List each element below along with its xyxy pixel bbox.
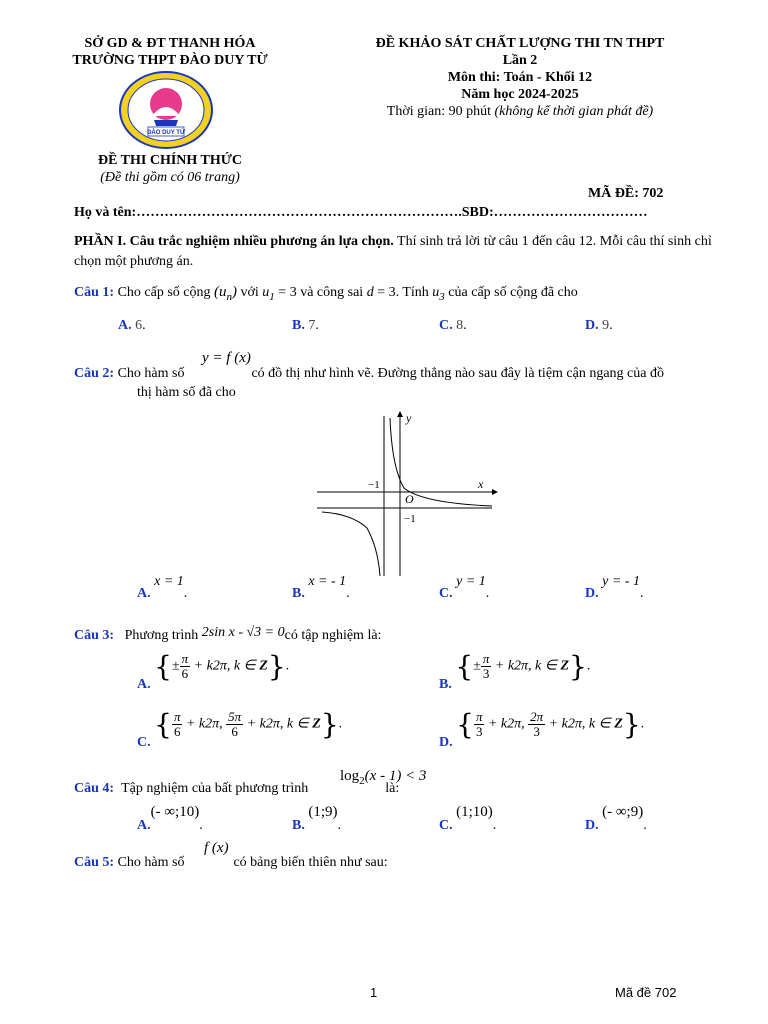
- d-var: d: [366, 285, 374, 300]
- seq-open: (u: [214, 284, 227, 300]
- q4-option-a-label: A.: [137, 818, 151, 833]
- question-1: [74, 284, 578, 303]
- q3-equation: 2sin x - √3 = 0: [201, 625, 285, 640]
- official-exam-block: [40, 152, 300, 186]
- q3c-lbrace: {: [154, 708, 172, 741]
- page-count-note: (Đề thi gồm có 06 trang): [100, 170, 240, 185]
- question-1-text-c: và công sai: [300, 285, 367, 300]
- question-3-text-b: có tập nghiệm là:: [284, 628, 382, 643]
- q2-function-graph: [312, 408, 498, 583]
- q3b-fraction: [481, 652, 492, 681]
- u3-expression: [432, 285, 445, 303]
- graph-x-label: x: [478, 477, 484, 491]
- graph-x-tick: −1: [368, 479, 380, 491]
- exam-subject: Môn thi: Toán - Khối 12: [447, 70, 593, 85]
- q2-option-d-label: D.: [585, 586, 599, 601]
- q2-option-c-label: C.: [439, 586, 453, 601]
- q3c-fraction-2: [226, 710, 243, 739]
- u3-var: u: [432, 285, 440, 300]
- d-expression: [367, 285, 396, 300]
- q4-log-base: 2: [359, 775, 365, 787]
- q1-option-c-value: 8: [456, 318, 464, 333]
- question-2-text-a: Cho hàm số: [117, 366, 188, 381]
- q4-option-c-value: (1;10): [456, 804, 493, 820]
- official-title: ĐỀ THI CHÍNH THỨC: [97, 153, 243, 168]
- question-3-label: Câu 3:: [74, 628, 115, 643]
- part1-heading: [74, 232, 734, 272]
- graph-left-branch: [322, 512, 380, 576]
- exam-round: Lần 2: [502, 53, 538, 68]
- q4-ineq-rest: (x - 1) < 3: [364, 768, 427, 784]
- q2-option-c-value: y = 1: [456, 574, 486, 589]
- q3d-fraction-1: [474, 710, 485, 739]
- q2-option-d[interactable]: D. y = - 1.: [585, 574, 644, 601]
- q3a-pm: ±: [171, 658, 180, 674]
- q1-option-b[interactable]: B. 7.: [292, 318, 319, 333]
- question-4-text-b: là:: [385, 781, 400, 796]
- q3b-pm: ±: [473, 658, 481, 674]
- question-2-text-b: có đồ thị như hình vẽ. Đường thẳng nào sau đây là tiệm cận ngang của đồ: [251, 366, 664, 381]
- q3b-num: π: [482, 651, 490, 666]
- question-5: [74, 855, 388, 871]
- question-5-label: Câu 5:: [74, 855, 115, 870]
- q3-option-b-label: B.: [439, 676, 452, 692]
- q1-option-b-value: 7: [308, 318, 316, 333]
- q1-option-d[interactable]: D. 9.: [585, 318, 613, 333]
- question-2-text-c: thị hàm số đã cho: [137, 385, 236, 400]
- question-1-text-a: Cho cấp số cộng: [117, 285, 214, 300]
- q3c-tail: + k2π, k ∈: [243, 716, 313, 732]
- q3-option-a[interactable]: A. {± $\frac{\pi}{6}$ + k2π, k ∈ Z}.: [137, 650, 290, 692]
- q3-option-d[interactable]: D. { $\frac{\pi}{3}$ + k2π, $\frac{2\pi}{3}$ + k2π, k ∈ Z}.: [439, 708, 645, 750]
- q2-option-d-value: y = - 1: [602, 574, 640, 589]
- u1-value: = 3: [274, 285, 297, 300]
- q2-option-b-value: x = - 1: [308, 574, 347, 589]
- question-2-label: Câu 2:: [74, 366, 115, 381]
- question-5-text-b: có bảng biến thiên như sau:: [233, 855, 388, 870]
- q4-log: log: [340, 768, 360, 784]
- q3c-fraction-1: [172, 710, 183, 739]
- q3-option-a-label: A.: [137, 676, 151, 692]
- question-1-text-d: . Tính: [395, 285, 433, 300]
- q2-option-a-label: A.: [137, 586, 151, 601]
- page-number: 1: [370, 985, 378, 1000]
- q3c-mid: + k2π,: [182, 716, 227, 732]
- name-sbd-line: Họ và tên:…………………………………………………………….SBD:……………………………: [74, 205, 648, 220]
- q3a-rbrace: }: [267, 650, 286, 683]
- footer-exam-code: Mã đề 702: [615, 985, 677, 1000]
- question-5-text-a: Cho hàm số: [117, 855, 188, 870]
- question-1-text-b: với: [240, 285, 263, 300]
- q3b-den: 3: [482, 666, 490, 681]
- q3a-setz: Z: [259, 658, 268, 674]
- graph-y-tick: −1: [404, 513, 416, 525]
- exam-title: ĐỀ KHẢO SÁT CHẤT LƯỢNG THI TN THPT: [375, 36, 665, 51]
- q2-option-b[interactable]: B. x = - 1.: [292, 574, 350, 601]
- q3c-den1: 6: [173, 724, 181, 739]
- exam-code: MÃ ĐỀ: 702: [588, 186, 664, 201]
- q4-option-a[interactable]: A.(- ∞;10).: [137, 804, 203, 833]
- q1-option-c[interactable]: C. 8.: [439, 318, 467, 333]
- part1-instruction: Thí sinh trả lời từ câu 1 đến câu 12. Mỗi câu thí sinh chỉ chọn một phương án.: [74, 234, 712, 269]
- q5-function: f (x): [204, 840, 229, 856]
- question-2: [74, 366, 664, 382]
- school-name: TRƯỜNG THPT ĐÀO DUY TỪ: [72, 53, 268, 68]
- q4-option-b-value: (1;9): [308, 804, 338, 820]
- q3d-num2: 2π: [530, 709, 544, 724]
- exam-year: Năm học 2024-2025: [461, 87, 579, 102]
- seq-close: ): [232, 284, 237, 300]
- q3c-den2: 6: [231, 724, 238, 739]
- q1-option-a-value: 6: [135, 318, 143, 333]
- graph-origin-label: O: [405, 492, 414, 506]
- exam-time-note: (không kể thời gian phát đề): [494, 104, 654, 119]
- department-name: SỞ GD & ĐT THANH HÓA: [84, 36, 256, 51]
- q3a-tail: + k2π, k ∈: [190, 658, 260, 674]
- q3c-num2: 5π: [228, 709, 242, 724]
- question-4-label: Câu 4:: [74, 781, 115, 796]
- q3b-tail: + k2π, k ∈: [491, 658, 561, 674]
- u1-expression: [262, 285, 297, 303]
- q3d-fraction-2: [528, 710, 545, 739]
- question-3: [74, 625, 382, 644]
- graph-x-arrow: [492, 489, 498, 495]
- q1-option-a[interactable]: A. 6.: [118, 318, 146, 333]
- q2-option-a[interactable]: A. x = 1.: [137, 574, 188, 601]
- q4-option-b[interactable]: B. (1;9).: [292, 804, 342, 833]
- q2-option-b-label: B.: [292, 586, 305, 601]
- question-1-label: Câu 1:: [74, 285, 115, 300]
- q3a-fraction: [180, 652, 191, 681]
- graph-y-label: y: [406, 411, 412, 425]
- q3-option-b[interactable]: B. {± $\frac{\pi}{3}$ + k2π, k ∈ Z}.: [439, 650, 591, 692]
- q3d-setz: Z: [614, 716, 623, 732]
- q2-option-a-value: x = 1: [154, 574, 184, 589]
- question-3-text-a: Phương trình: [124, 628, 202, 643]
- q3-option-c-label: C.: [137, 734, 151, 750]
- d-value: = 3: [373, 285, 396, 300]
- q1-option-a-label: A.: [118, 318, 132, 333]
- q4-option-a-value: (- ∞;10): [150, 804, 200, 820]
- q3d-mid: + k2π,: [484, 716, 529, 732]
- q3a-den: 6: [181, 666, 189, 681]
- u1-sub: 1: [269, 290, 275, 303]
- u3-sub: 3: [439, 290, 445, 303]
- q2-option-c[interactable]: C. y = 1.: [439, 574, 490, 601]
- graph-y-arrow: [397, 411, 403, 417]
- q1-option-d-label: D.: [585, 318, 599, 333]
- logo-text: ĐÀO DUY TỪ: [147, 130, 185, 136]
- q4-option-b-label: B.: [292, 818, 305, 833]
- q3c-rbrace: }: [320, 708, 339, 741]
- q3c-setz: Z: [312, 716, 321, 732]
- q3-option-c[interactable]: C. { $\frac{\pi}{6}$ + k2π, $\frac{5\pi}{6}$ + k2π, k ∈ Z}.: [137, 708, 343, 750]
- question-4-text-a: Tập nghiệm của bất phương trình: [121, 781, 312, 796]
- q3d-tail: + k2π, k ∈: [545, 716, 615, 732]
- q1-option-b-label: B.: [292, 318, 305, 333]
- q3-option-d-label: D.: [439, 734, 453, 750]
- q3a-lbrace: {: [154, 650, 172, 683]
- q3d-num1: π: [475, 709, 483, 724]
- q1-option-d-value: 9: [602, 318, 610, 333]
- q3d-den1: 3: [475, 724, 483, 739]
- q1-option-c-label: C.: [439, 318, 453, 333]
- q4-option-d-value: (- ∞;9): [602, 804, 644, 820]
- q3a-num: π: [181, 651, 189, 666]
- q3d-den2: 3: [533, 724, 540, 739]
- question-4: [74, 781, 399, 797]
- part1-title: PHẦN I. Câu trắc nghiệm nhiều phương án lựa chọn.: [74, 234, 394, 249]
- q3b-rbrace: }: [569, 650, 587, 683]
- q3d-rbrace: }: [622, 708, 641, 741]
- q4-option-c[interactable]: C. (1;10).: [439, 804, 497, 833]
- seq-sub: n: [226, 291, 232, 303]
- q3c-num1: π: [173, 709, 181, 724]
- q3b-lbrace: {: [455, 650, 474, 683]
- exam-time: [330, 103, 710, 120]
- sequence-notation: [214, 284, 237, 303]
- q4-option-d[interactable]: D. (- ∞;9).: [585, 804, 647, 833]
- q4-option-d-label: D.: [585, 818, 599, 833]
- school-header: [40, 35, 300, 69]
- exam-header: [330, 35, 710, 120]
- q3d-lbrace: {: [456, 708, 474, 741]
- q4-option-c-label: C.: [439, 818, 453, 833]
- u1-var: u: [262, 285, 270, 300]
- q3b-setz: Z: [560, 658, 570, 674]
- question-1-text-e: của cấp số cộng đã cho: [448, 285, 578, 300]
- q2-function: y = f (x): [202, 350, 251, 366]
- school-logo: [118, 70, 214, 150]
- exam-time-value: Thời gian: 90 phút: [386, 104, 495, 119]
